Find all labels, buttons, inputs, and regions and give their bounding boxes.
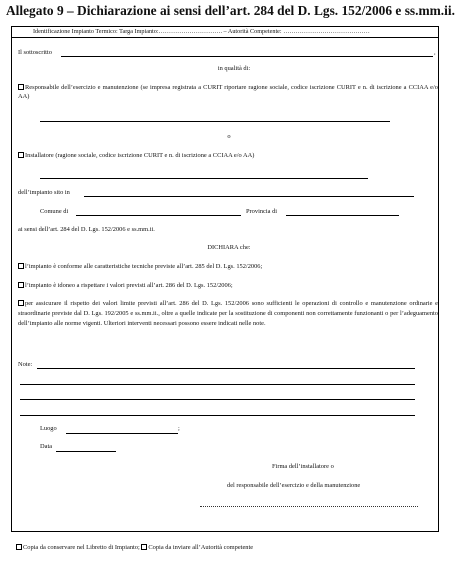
declares-label: DICHIARA che: bbox=[207, 244, 251, 251]
plant-site-field[interactable] bbox=[84, 196, 414, 197]
signature-label-1: Firma dell’installatore o bbox=[272, 463, 334, 470]
copy-authority-checkbox[interactable] bbox=[141, 544, 147, 550]
plant-site-label: dell’impianto sito in bbox=[18, 189, 70, 196]
page-title: Allegato 9 – Dichiarazione ai sensi dell’art. 284 del D. Lgs. 152/2006 e ss.mm.ii. bbox=[6, 3, 455, 18]
header-divider bbox=[12, 37, 438, 38]
copy-authority-label: Copia da inviare all’Autorità competente bbox=[148, 544, 254, 551]
declaration-form bbox=[11, 26, 439, 532]
installer-checkbox[interactable] bbox=[18, 152, 24, 158]
declaration-3-checkbox[interactable] bbox=[18, 300, 24, 306]
per-art-label: ai sensi dell’art. 284 del D. Lgs. 152/2006 e ss.mm.ii. bbox=[18, 226, 155, 233]
place-field[interactable] bbox=[66, 433, 178, 434]
installer-field[interactable] bbox=[40, 178, 368, 179]
notes-label: Note: bbox=[18, 361, 33, 368]
comune-label: Comune di bbox=[40, 208, 69, 215]
declaration-2 bbox=[18, 282, 233, 290]
option-responsible bbox=[18, 83, 438, 101]
provincia-field[interactable] bbox=[286, 215, 399, 216]
copy-booklet-checkbox[interactable] bbox=[16, 544, 22, 550]
copy-booklet-label: Copia da conservare nel Libretto di Impianto; bbox=[23, 544, 140, 551]
option-installer-label: Installatore (ragione sociale, codice iscrizione CURIT e n. di iscrizione a CCIAA e/o AA) bbox=[25, 152, 255, 159]
declaration-1-checkbox[interactable] bbox=[18, 263, 24, 269]
signature-field[interactable] bbox=[200, 506, 418, 507]
declaration-2-checkbox[interactable] bbox=[18, 282, 24, 288]
responsible-checkbox[interactable] bbox=[18, 84, 24, 90]
provincia-label: Provincia di bbox=[246, 208, 278, 215]
or-label: o bbox=[227, 133, 231, 140]
notes-line-2[interactable] bbox=[20, 384, 415, 385]
comune-field[interactable] bbox=[76, 215, 241, 216]
date-label: Data bbox=[40, 443, 53, 450]
place-label: Luogo bbox=[40, 425, 57, 432]
footer-copies bbox=[16, 544, 253, 552]
declaration-1 bbox=[18, 263, 262, 271]
notes-line-4[interactable] bbox=[20, 415, 415, 416]
declaration-3-label: per assicurare il rispetto dei valori limite previsti all’art. 286 del D. Lgs. 152/2006 sono sufficienti le operazioni di controllo e manutenzione ordinarie e straordinarie previste dal D. Lgs. 192/2005 e ss.mm.ii., oltre a quelle indicate per la sostituzione di componenti non correttamente funzionanti o per l’adeguamento dell’impianto alle norme vigenti. Ulteriori interventi necessari possono essere indicati nelle note. bbox=[18, 300, 438, 327]
signature-label-2: del responsabile dell’esercizio e della manutenzione bbox=[227, 482, 361, 489]
declaration-1-label: l’impianto è conforme alle caratteristiche tecniche previste all’art. 285 del D. Lgs. 152/2006; bbox=[25, 263, 263, 270]
declaration-2-label: l’impianto è idoneo a rispettare i valori previsti all’art. 286 del D. Lgs. 152/2006; bbox=[25, 282, 233, 289]
plant-identification: Identificazione Impianto Termico: Targa Impianto:…………………………. – Autorità Competente: …………………………………… bbox=[33, 28, 370, 35]
in-quality-label: in qualità di: bbox=[217, 65, 251, 72]
date-field[interactable] bbox=[56, 451, 116, 452]
option-responsible-label: Responsabile dell’esercizio e manutenzione (se impresa registrata a CURIT riportare ragione sociale, codice iscrizione CURIT e n. di iscrizione a CCIAA e/o AA) bbox=[18, 84, 438, 100]
notes-line-3[interactable] bbox=[20, 399, 415, 400]
undersigned-field[interactable] bbox=[61, 56, 433, 57]
undersigned-label: Il sottoscritto bbox=[18, 49, 52, 56]
notes-line-1[interactable] bbox=[37, 368, 415, 369]
option-installer bbox=[18, 152, 254, 160]
responsible-field[interactable] bbox=[40, 121, 390, 122]
declaration-3 bbox=[18, 299, 438, 329]
